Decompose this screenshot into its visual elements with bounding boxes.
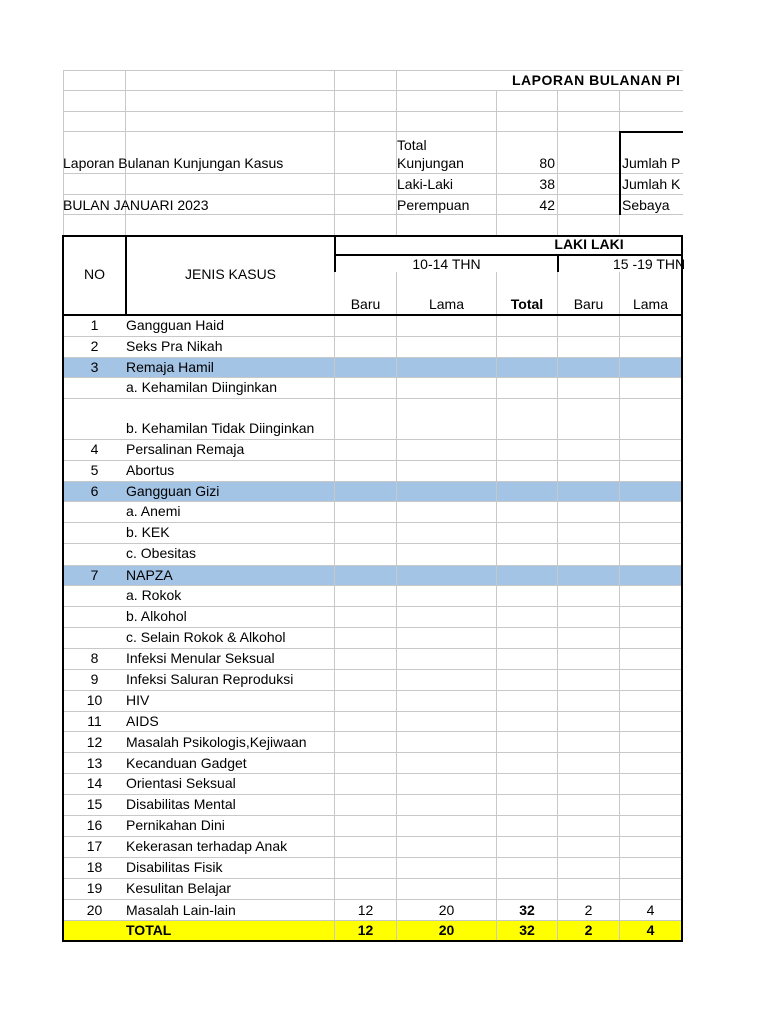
total-value-baru: 12 xyxy=(357,922,374,938)
note-sebaya: Sebaya xyxy=(622,197,670,213)
row-case: Kecanduan Gadget xyxy=(126,755,247,771)
header-col-baru-2: Baru xyxy=(573,296,604,312)
row-case: c. Obesitas xyxy=(126,545,197,561)
row-case: Persalinan Remaja xyxy=(126,441,245,457)
row-no: 7 xyxy=(90,567,99,583)
row-case: a. Rokok xyxy=(126,587,182,603)
row-no: 16 xyxy=(86,817,103,833)
summary-male-value: 38 xyxy=(539,176,555,192)
row-case: Pernikahan Dini xyxy=(126,817,225,833)
row-no: 6 xyxy=(90,483,99,499)
row-case: Orientasi Seksual xyxy=(126,775,236,791)
row-case: Masalah Lain-lain xyxy=(126,902,236,918)
row-no: 3 xyxy=(90,359,99,375)
total-value-lama: 20 xyxy=(438,922,455,938)
row-no: 5 xyxy=(90,462,99,478)
row-value-total: 32 xyxy=(519,902,535,918)
row-case: Infeksi Menular Seksual xyxy=(126,650,275,666)
summary-female-value: 42 xyxy=(539,197,555,213)
header-col-lama-2: Lama xyxy=(632,296,669,312)
row-no: 2 xyxy=(90,338,99,354)
row-case: Seks Pra Nikah xyxy=(126,338,223,354)
header-col-total: Total xyxy=(510,296,544,312)
row-case: Kesulitan Belajar xyxy=(126,880,232,896)
row-case: a. Kehamilan Diinginkan xyxy=(126,379,277,395)
row-no: 11 xyxy=(87,713,102,729)
row-no: 8 xyxy=(90,650,99,666)
header-age-15-19: 15 -19 THN xyxy=(613,256,686,272)
row-case: a. Anemi xyxy=(126,503,181,519)
header-col-baru: Baru xyxy=(350,296,381,312)
row-case: b. Kehamilan Tidak Diinginkan xyxy=(126,420,315,436)
row-no: 4 xyxy=(90,441,99,457)
row-case: NAPZA xyxy=(126,567,173,583)
row-no: 12 xyxy=(86,734,103,750)
row-no: 20 xyxy=(86,902,103,918)
row-no: 10 xyxy=(86,692,103,708)
row-case: b. Alkohol xyxy=(126,608,187,624)
total-value-baru-2: 2 xyxy=(584,922,593,938)
row-case: Infeksi Saluran Reproduksi xyxy=(126,671,294,687)
row-case: Kekerasan terhadap Anak xyxy=(126,838,288,854)
report-month: BULAN JANUARI 2023 xyxy=(63,197,209,213)
report-left-title: Laporan Bulanan Kunjungan Kasus xyxy=(63,155,284,171)
row-case: Gangguan Haid xyxy=(126,317,225,333)
summary-male-label: Laki-Laki xyxy=(397,176,454,192)
total-value-lama-2: 4 xyxy=(646,922,655,938)
row-value-baru-2: 2 xyxy=(584,902,593,918)
row-no: 18 xyxy=(86,859,103,875)
row-case: c. Selain Rokok & Alkohol xyxy=(126,629,286,645)
row-no: 19 xyxy=(86,880,103,896)
row-no: 17 xyxy=(86,838,103,854)
header-col-lama: Lama xyxy=(428,296,465,312)
summary-total-value: 80 xyxy=(539,155,555,171)
row-case: Masalah Psikologis,Kejiwaan xyxy=(126,734,307,750)
row-case: Gangguan Gizi xyxy=(126,483,220,499)
row-case: HIV xyxy=(126,692,150,708)
row-value-lama: 20 xyxy=(438,902,455,918)
header-group-laki-laki: LAKI LAKI xyxy=(554,236,624,252)
row-no: 1 xyxy=(90,317,99,333)
header-jenis-kasus: JENIS KASUS xyxy=(184,266,277,282)
row-case: Abortus xyxy=(126,462,175,478)
row-case: b. KEK xyxy=(126,524,170,540)
row-no: 9 xyxy=(90,671,99,687)
report-title: LAPORAN BULANAN PI xyxy=(512,72,681,88)
note-jumlah-p: Jumlah P xyxy=(622,155,681,171)
header-no: NO xyxy=(84,266,105,282)
row-no: 14 xyxy=(86,775,103,791)
row-no: 15 xyxy=(86,796,103,812)
header-age-10-14: 10-14 THN xyxy=(412,256,481,272)
total-label: TOTAL xyxy=(126,922,172,938)
row-case: Disabilitas Fisik xyxy=(126,859,223,875)
summary-total-label-1: Total xyxy=(397,137,427,153)
row-case: AIDS xyxy=(126,713,159,729)
row-no: 13 xyxy=(86,755,103,771)
row-case: Remaja Hamil xyxy=(126,359,214,375)
summary-total-label-2: Kunjungan xyxy=(397,155,464,171)
summary-female-label: Perempuan xyxy=(397,197,470,213)
row-value-lama-2: 4 xyxy=(646,902,655,918)
total-value-total: 32 xyxy=(519,922,535,938)
row-case: Disabilitas Mental xyxy=(126,796,236,812)
note-jumlah-k: Jumlah K xyxy=(622,176,681,192)
row-value-baru: 12 xyxy=(357,902,374,918)
